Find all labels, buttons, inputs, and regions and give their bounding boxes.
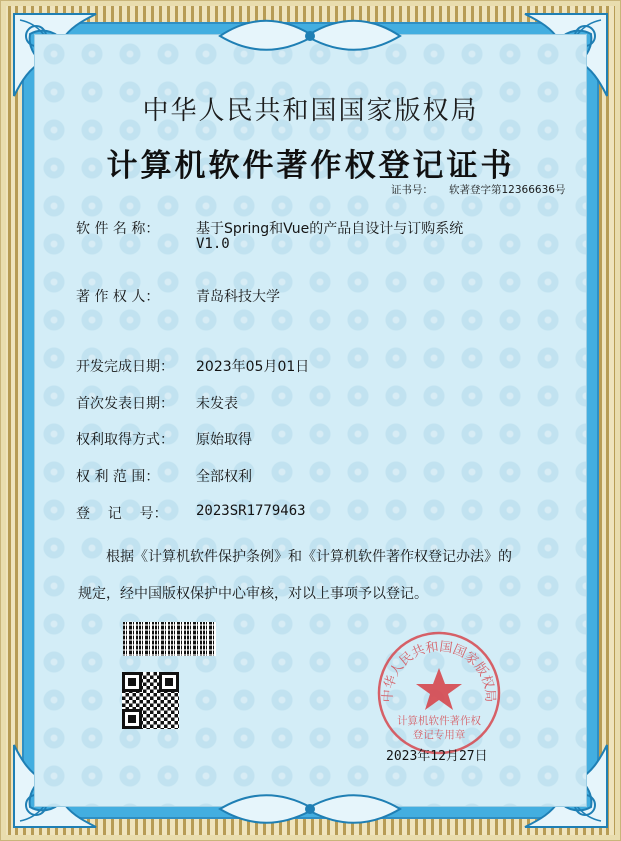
statement-line-2: 规定，经中国版权保护中心审核，对以上事项予以登记。: [78, 586, 428, 602]
software-version-value: V1.0: [196, 236, 230, 252]
statement-line-1: 根据《计算机软件保护条例》和《计算机软件著作权登记办法》的: [106, 549, 512, 565]
certificate-number-value: 软著登字第12366636号: [449, 184, 566, 196]
qr-finder-icon: [122, 672, 142, 692]
completion-date-value: 2023年05月01日: [196, 359, 310, 375]
top-scroll-ornament-icon: [210, 14, 410, 58]
star-icon: [416, 668, 462, 710]
qr-finder-icon: [159, 672, 179, 692]
rights-scope-label: 权 利 范 围：: [76, 469, 160, 485]
software-name-value: 基于Spring和Vue的产品自设计与订购系统: [196, 221, 464, 237]
first-publish-date-value: 未发表: [196, 396, 238, 412]
certificate-title: 计算机软件著作权登记证书: [106, 148, 515, 184]
qrcode-icon: [122, 672, 179, 729]
seal-outer-text: 中华人民共和国国家版权局: [380, 639, 498, 703]
copyright-owner-value: 青岛科技大学: [196, 289, 280, 305]
barcode-icon: [123, 622, 216, 656]
official-seal: [374, 628, 504, 758]
bottom-scroll-ornament-icon: [210, 789, 410, 829]
completion-date-label: 开发完成日期：: [76, 359, 174, 375]
seal-inner-line-2: 登记专用章: [412, 729, 466, 741]
registration-number-label: 登 记 号：: [76, 506, 168, 522]
certificate-number-label: 证书号：: [391, 184, 433, 196]
acquisition-method-value: 原始取得: [196, 432, 252, 448]
acquisition-method-label: 权利取得方式：: [76, 432, 174, 448]
seal-inner-line-1: 计算机软件著作权: [397, 715, 481, 727]
qr-finder-icon: [122, 709, 142, 729]
software-name-label: 软 件 名 称：: [76, 221, 160, 237]
issuer-name: 中华人民共和国国家版权局: [142, 96, 479, 126]
first-publish-date-label: 首次发表日期：: [76, 396, 174, 412]
certificate-number: [391, 182, 565, 197]
copyright-owner-label: 著 作 权 人：: [76, 289, 160, 305]
registration-number-value: 2023SR1779463: [196, 503, 306, 519]
rights-scope-value: 全部权利: [196, 469, 252, 485]
sign-date: 2023年12月27日: [386, 749, 488, 764]
